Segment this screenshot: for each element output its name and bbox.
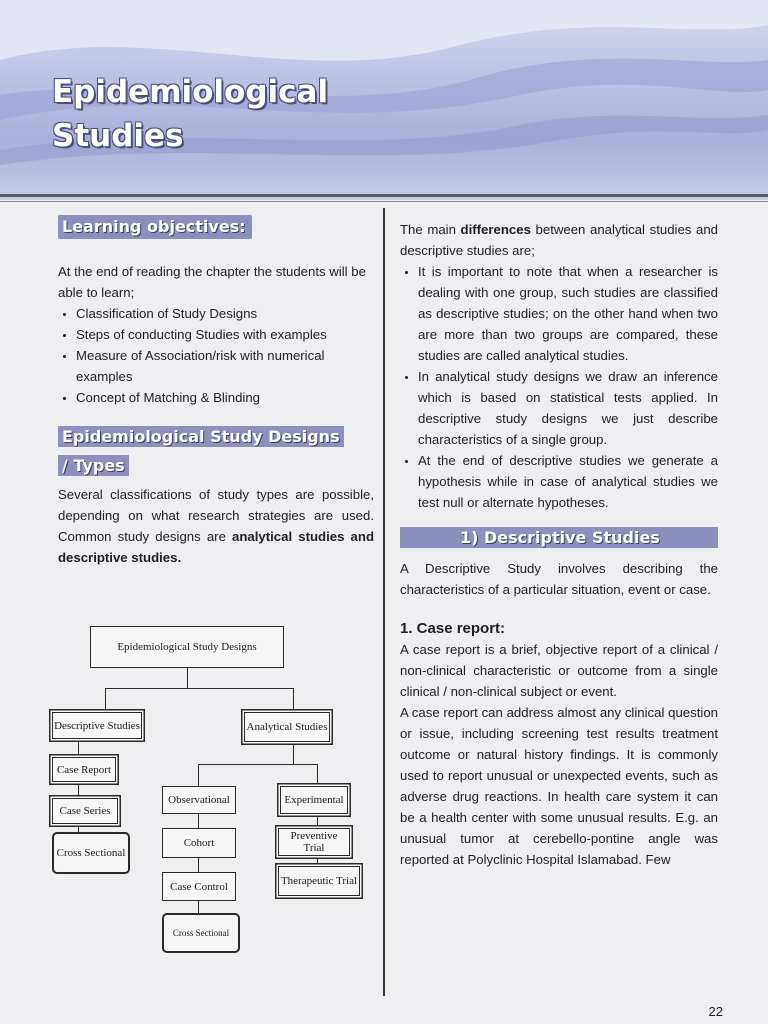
connector xyxy=(317,764,318,786)
column-divider xyxy=(383,208,385,996)
connector xyxy=(198,901,199,913)
differences-text-post: between analytical studies and descriptive studies are; xyxy=(400,222,719,258)
observational-box: Observational xyxy=(162,786,236,814)
objectives-list xyxy=(58,303,374,408)
connector xyxy=(105,688,106,710)
diagram-root-box: Epidemiological Study Designs xyxy=(90,626,284,668)
case-report-heading: 1. Case report: xyxy=(400,620,506,637)
case-series-box: Case Series xyxy=(52,798,118,824)
difference-item: • At the end of descriptive studies we generate a hypothesis while in case of analytical studies we test null or alternate hypotheses. xyxy=(418,450,718,513)
left-column xyxy=(58,215,374,568)
study-designs-bold-text: analytical studies and descriptive studies. xyxy=(58,529,375,565)
study-designs-diagram xyxy=(48,622,368,952)
analytical-studies-box: Analytical Studies xyxy=(244,712,330,742)
study-designs-paragraph xyxy=(58,484,374,568)
page-title-line1: Epidemiological xyxy=(52,74,329,110)
study-designs-heading xyxy=(58,426,374,476)
case-report-paragraph-1: A case report is a brief, objective report of a clinical / non-clinical characteristic or outcome from a single clinical / non-clinical subject or event. xyxy=(400,642,718,699)
page-number: 22 xyxy=(708,1004,723,1019)
header-rule xyxy=(0,194,768,197)
learning-objectives-heading: Learning objectives: xyxy=(58,215,252,239)
objective-item: • Classification of Study Designs xyxy=(76,303,374,324)
study-designs-heading-line2: / Types xyxy=(58,455,129,476)
experimental-box: Experimental xyxy=(280,786,348,814)
connector xyxy=(198,858,199,872)
right-column xyxy=(400,215,718,870)
cohort-box: Cohort xyxy=(162,828,236,858)
study-designs-heading-line1: Epidemiological Study Designs xyxy=(58,426,344,447)
connector xyxy=(293,742,294,764)
cross-sectional-box: Cross Sectional xyxy=(52,832,130,874)
cross-sectional-analytical-box: Cross Sectional xyxy=(162,913,240,953)
case-control-box: Case Control xyxy=(162,872,236,901)
case-report-paragraph-2: A case report can address almost any clinical question or issue, including screening test results treatment outcome or natural history findings. It is commonly used to report unusual or unexpected events, such as adverse drug reactions. In health care system it can be a health center with some unusual results. E.g. an unusual tumor at cerebello-pontine angle was reported at Polyclinic Hospital Islamabad. Few xyxy=(400,705,718,867)
differences-text-pre: The main xyxy=(400,222,461,237)
connector xyxy=(105,688,294,689)
differences-list xyxy=(400,261,718,513)
objective-item: • Concept of Matching & Blinding xyxy=(76,387,374,408)
page-title xyxy=(52,70,328,158)
page-title-line2: Studies xyxy=(52,118,184,154)
connector xyxy=(78,739,79,755)
objective-item: • Measure of Association/risk with numerical examples xyxy=(76,345,374,387)
header-rule-thin xyxy=(0,201,768,202)
differences-bold: differences xyxy=(460,222,531,237)
case-report-box: Case Report xyxy=(52,757,116,782)
connector xyxy=(293,688,294,710)
connector xyxy=(187,668,188,688)
connector xyxy=(78,782,79,798)
descriptive-studies-box: Descriptive Studies xyxy=(52,712,142,739)
connector xyxy=(198,764,199,786)
connector xyxy=(198,764,318,765)
objective-item: • Steps of conducting Studies with examples xyxy=(76,324,374,345)
difference-item: • It is important to note that when a researcher is dealing with one group, such studies are classified as descriptive studies; on the other hand when two are more than two groups are compared, these studies are called analytical studies. xyxy=(418,261,718,366)
descriptive-studies-heading: 1) Descriptive Studies xyxy=(400,527,718,548)
preventive-trial-box: Preventive Trial xyxy=(278,828,350,856)
descriptive-studies-paragraph: A Descriptive Study involves describing the characteristics of a particular situation, event or case. xyxy=(400,561,718,597)
connector xyxy=(317,814,318,828)
differences-intro xyxy=(400,219,718,261)
difference-item: • In analytical study designs we draw an inference which is based on statistical tests applied. In descriptive study designs we just describe characteristics of a single group. xyxy=(418,366,718,450)
study-designs-text: Several classifications of study types are possible, depending on what research strategies are used. Common study designs are xyxy=(58,487,374,544)
objectives-intro: At the end of reading the chapter the students will be able to learn; xyxy=(58,264,366,300)
therapeutic-trial-box: Therapeutic Trial xyxy=(278,866,360,896)
connector xyxy=(198,814,199,828)
